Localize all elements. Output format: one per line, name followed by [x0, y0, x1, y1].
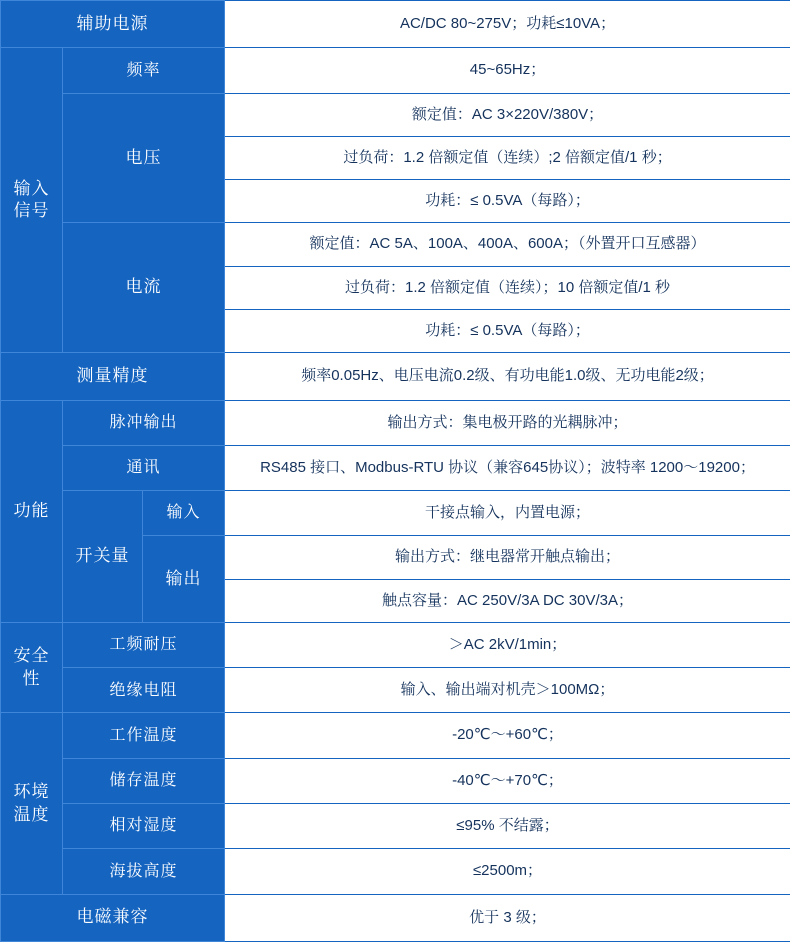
- table-row: [1, 491, 790, 536]
- row-value: 输入、输出端对机壳＞100MΩ；: [225, 668, 790, 713]
- row-value: -20℃～+60℃；: [225, 713, 790, 758]
- row-value: ≤95% 不结露；: [225, 804, 790, 849]
- row-value: AC/DC 80~275V；功耗≤10VA；: [225, 1, 790, 48]
- table-row: [1, 804, 790, 849]
- row-label: 安全性: [1, 622, 63, 713]
- row-value: -40℃～+70℃；: [225, 758, 790, 803]
- table-row: [1, 622, 790, 667]
- table-row: [1, 758, 790, 803]
- row-value: 过负荷：1.2 倍额定值（连续）;2 倍额定值/1 秒；: [225, 136, 790, 179]
- row-label: 输出: [143, 536, 225, 623]
- table-row: [1, 668, 790, 713]
- row-label: 电磁兼容: [1, 894, 225, 941]
- row-value: 输出方式：继电器常开触点输出；: [225, 536, 790, 579]
- row-value: RS485 接口、Modbus-RTU 协议（兼容645协议）；波特率 1200～19200；: [225, 445, 790, 490]
- row-value: ≤2500m；: [225, 849, 790, 894]
- table-row: [1, 223, 790, 266]
- row-label: 相对湿度: [63, 804, 225, 849]
- table-row: [1, 400, 790, 445]
- row-label: 输入: [143, 491, 225, 536]
- row-value: 额定值：AC 5A、100A、400A、600A；（外置开口互感器）: [225, 223, 790, 266]
- row-label: 脉冲输出: [63, 400, 225, 445]
- table-row: [1, 849, 790, 894]
- row-label: 测量精度: [1, 353, 225, 400]
- row-label: 辅助电源: [1, 1, 225, 48]
- table-row: [1, 1, 790, 48]
- row-label: 绝缘电阻: [63, 668, 225, 713]
- table-row: [1, 48, 790, 93]
- table-body: [1, 1, 790, 942]
- row-value: ＞AC 2kV/1min；: [225, 622, 790, 667]
- row-label: 输入 信号: [1, 48, 63, 353]
- row-value: 触点容量：AC 250V/3A DC 30V/3A；: [225, 579, 790, 622]
- row-label: 功能: [1, 400, 63, 622]
- row-label: 环境温度: [1, 713, 63, 894]
- row-value: 频率0.05Hz、电压电流0.2级、有功电能1.0级、无功电能2级；: [225, 353, 790, 400]
- row-label: 工频耐压: [63, 622, 225, 667]
- row-label: 电压: [63, 93, 225, 223]
- table-row: [1, 93, 790, 136]
- row-label: 频率: [63, 48, 225, 93]
- table-row: [1, 894, 790, 941]
- row-label: 开关量: [63, 491, 143, 623]
- row-label: 工作温度: [63, 713, 225, 758]
- row-value: 45~65Hz；: [225, 48, 790, 93]
- row-value: 功耗：≤ 0.5VA（每路）；: [225, 309, 790, 352]
- row-value: 功耗：≤ 0.5VA（每路）；: [225, 180, 790, 223]
- table-row: [1, 713, 790, 758]
- row-value: 优于 3 级；: [225, 894, 790, 941]
- row-label: 电流: [63, 223, 225, 353]
- table-row: [1, 445, 790, 490]
- row-value: 额定值：AC 3×220V/380V；: [225, 93, 790, 136]
- row-value: 干接点输入，内置电源；: [225, 491, 790, 536]
- row-value: 过负荷：1.2 倍额定值（连续）；10 倍额定值/1 秒: [225, 266, 790, 309]
- row-label: 通讯: [63, 445, 225, 490]
- row-label: 海拔高度: [63, 849, 225, 894]
- row-value: 输出方式：集电极开路的光耦脉冲；: [225, 400, 790, 445]
- table-row: [1, 353, 790, 400]
- row-label: 储存温度: [63, 758, 225, 803]
